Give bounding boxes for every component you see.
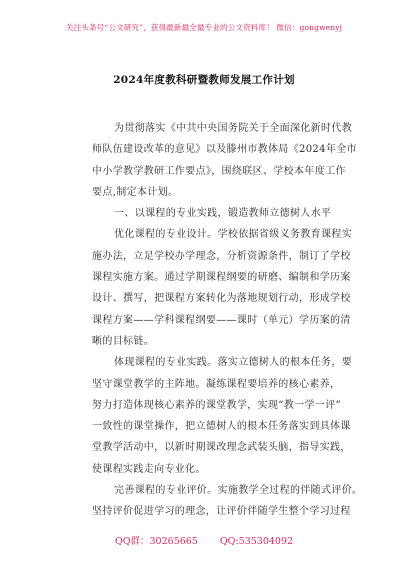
paragraph-line: 使课程实践走向专业化。	[92, 463, 206, 475]
paragraph-line: 坚持评价促进学习的理念，让评价伴随学生整个学习过程	[92, 506, 351, 518]
paragraph-line: 一致性的课堂操作，把立德树人的根本任务落实到具体课	[92, 421, 351, 433]
page-title: 2024年度教科研暨教师发展工作计划	[113, 74, 295, 86]
paragraph-line: 晰的目标链。	[92, 335, 155, 347]
paragraph-line: 中小学教学教研工作要点》，围绕联区、学校本年度工作	[92, 165, 346, 177]
document-body	[92, 118, 363, 523]
qq-contact-number: QQ:535304092	[219, 536, 294, 547]
paragraph-line: 施办法，立足学校办学理念，分析资源条件，制订了学校	[92, 250, 351, 262]
paragraph-line: 师队伍建设改革的意见》以及滕州市教体局《2024年全市	[92, 144, 357, 156]
paragraph-line: 设计、撰写，把课程方案转化为落地规划行动，形成学校	[92, 293, 351, 305]
paragraph-line: 体现课程的专业实践。落实立德树人的根本任务，要	[114, 357, 353, 369]
paragraph-line: 课程实施方案。通过学期课程纲要的研磨、编制和学历案	[92, 272, 351, 284]
section-heading: 一、以课程的专业实践，锻造教师立德树人水平	[114, 208, 332, 220]
paragraph-line: 努力打造体现核心素养的课堂教学，实现“教一学一评”	[92, 399, 341, 411]
paragraph-line: 要点,制定本计划。	[92, 186, 179, 198]
top-banner: 关注头条号“公文研究”，获得最新最全最专业的公文资料库！ 微信：gongwenyj	[65, 23, 343, 32]
paragraph-line: 堂教学活动中，以新时期课改理念武装头脑，指导实践，	[92, 442, 351, 454]
paragraph-line: 课程方案——学科课程纲要——课时（单元）学历案的清	[92, 314, 351, 326]
paragraph-line: 优化课程的专业设计。学校依据省级义务教育课程实	[114, 229, 353, 241]
qq-group-number: QQ群：30265665	[114, 536, 198, 547]
paragraph-line: 完善课程的专业评价。实施教学全过程的伴随式评价。	[114, 485, 363, 497]
paragraph-line: 坚守课堂教学的主阵地。凝练课程要培养的核心素养，	[92, 378, 341, 390]
bottom-footer	[0, 533, 408, 547]
paragraph-line: 为贯彻落实《中共中央国务院关于全面深化新时代教	[114, 123, 353, 134]
